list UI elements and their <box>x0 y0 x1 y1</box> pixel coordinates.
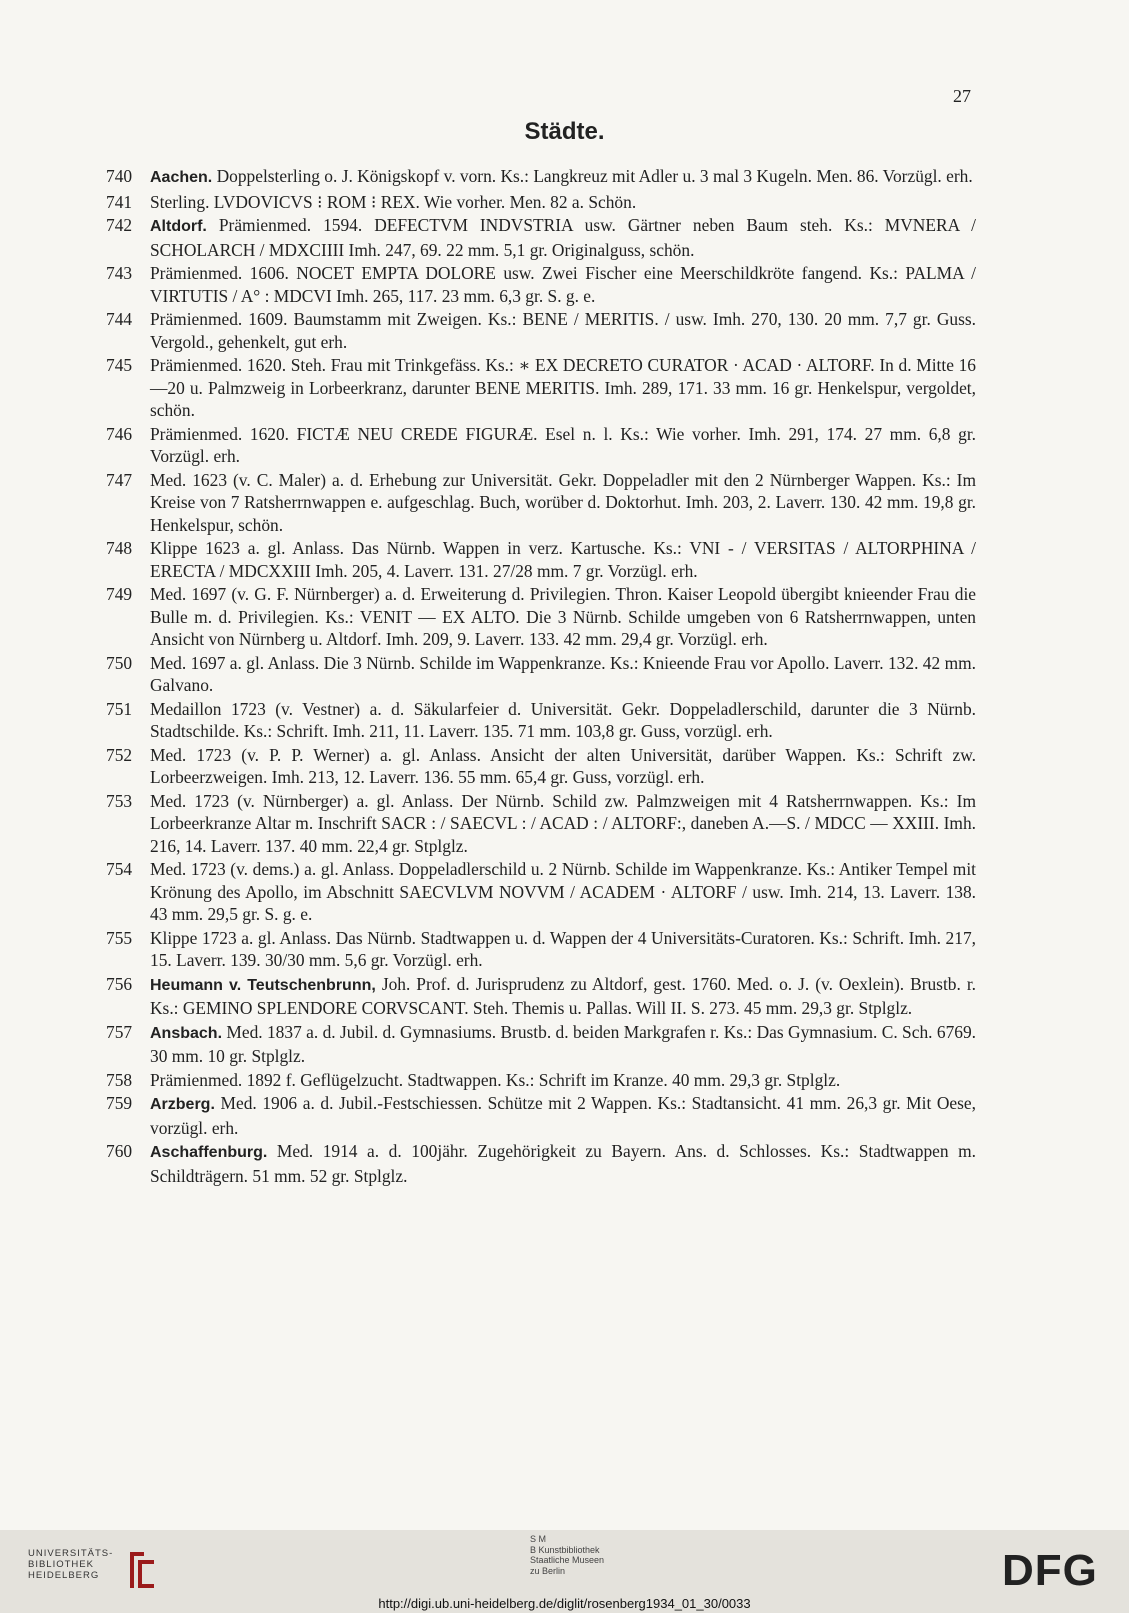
entry-text <box>150 214 976 261</box>
entry-city: Heumann v. Teutschenbrunn, <box>150 976 376 994</box>
entry-text <box>150 262 976 307</box>
entry-number: 753 <box>106 790 133 811</box>
entry-number: 742 <box>106 215 133 235</box>
entry-text <box>150 165 976 190</box>
university-library-logo[interactable] <box>28 1548 168 1596</box>
entry-description: Prämienmed. 1620. FICTÆ NEU CREDE FIGURÆ. Esel n. l. Ks.: Wie vorher. Imh. 291, 174. 27 mm. 6,8 gr. Vorzügl. erh. <box>150 423 976 466</box>
entry-text <box>150 744 976 789</box>
entry-text <box>150 191 976 214</box>
entry-description: Joh. Prof. d. Jurisprudenz zu Altdorf, gest. 1760. Med. o. J. (v. Oexlein). Brustb. r. Ks.: GEMINO SPLENDORE CORVSCANT. Steh. Themis u. Pallas. Will II. S. 273. 45 mm. 29,3 gr. Stplglz. <box>150 973 976 1018</box>
entry-number: 751 <box>106 698 133 719</box>
entry-description: Sterling. LVDOVICVS ⁝ ROM ⁝ REX. Wie vorher. Men. 82 a. Schön. <box>150 191 637 212</box>
catalog-entry <box>106 858 976 926</box>
entry-description: Med. 1906 a. d. Jubil.-Festschiessen. Schütze mit 2 Wappen. Ks.: Stadtansicht. 41 mm. 26,3 gr. Mit Oese, vorzügl. erh. <box>150 1093 976 1138</box>
catalog-entry <box>106 165 976 190</box>
entry-city: Altdorf. <box>150 218 207 235</box>
entry-number: 754 <box>106 859 133 879</box>
entry-text <box>150 790 976 858</box>
catalog-entry <box>106 790 976 858</box>
page-number: 27 <box>953 86 971 106</box>
entry-description: Med. 1837 a. d. Jubil. d. Gymnasiums. Brustb. d. beiden Markgrafen r. Ks.: Das Gymnasium. C. Sch. 6769. 30 mm. 10 gr. Stplglz. <box>150 1021 976 1066</box>
entry-text <box>150 698 976 743</box>
entry-city: Ansbach. <box>150 1024 223 1042</box>
entry-text <box>150 652 976 697</box>
catalog-entry <box>106 354 976 422</box>
entry-description: Prämienmed. 1606. NOCET EMPTA DOLORE usw. Zwei Fischer eine Meerschildkröte fangend. Ks.: PALMA / VIRTUTIS / A° : MDCVI Imh. 265, 117. 23 mm. 6,3 gr. S. g. e. <box>150 263 976 306</box>
entry-number: 757 <box>106 1021 133 1042</box>
uni-line-1: UNIVERSITÄTS- <box>28 1548 114 1559</box>
catalog-entry <box>106 1092 976 1139</box>
catalog-entry <box>106 1021 976 1068</box>
entry-number: 756 <box>106 973 133 994</box>
entry-text <box>150 1140 976 1187</box>
entry-number: 747 <box>106 469 133 490</box>
catalog-entry <box>106 214 976 261</box>
entry-number: 745 <box>106 355 133 375</box>
entry-text <box>150 973 976 1020</box>
kunstbibliothek-logo <box>530 1534 650 1576</box>
catalog-entry <box>106 469 976 537</box>
entry-text <box>150 423 976 468</box>
entry-description: Klippe 1623 a. gl. Anlass. Das Nürnb. Wappen in verz. Kartusche. Ks.: VNI - / VERSITAS / ALTORPHINA / ERECTA / MDCXXIII Imh. 205, 4. Laverr. 131. 27/28 mm. 7 gr. Vorzügl. erh. <box>150 538 976 581</box>
entry-description: Prämienmed. 1594. DEFECTVM INDVSTRIA usw. Gärtner neben Baum steh. Ks.: MVNERA / SCHOLARCH / MDXCIIII Imh. 247, 69. 22 mm. 5,1 gr. Originalguss, schön. <box>150 215 976 260</box>
catalog-entry <box>106 308 976 353</box>
uni-line-3: HEIDELBERG <box>28 1570 100 1581</box>
catalog-entry <box>106 927 976 972</box>
entry-city: Aachen. <box>150 169 213 186</box>
catalog-entry <box>106 652 976 697</box>
entry-description: Medaillon 1723 (v. Vestner) a. d. Säkularfeier d. Universität. Gekr. Doppeladlerschild, darunter die 3 Nürnb. Stadtschilde. Ks.: Schrift. Imh. 211, 11. Laverr. 135. 71 mm. 103,8 gr. Guss, vorzügl. erh. <box>150 698 976 741</box>
entry-description: Med. 1723 (v. dems.) a. gl. Anlass. Doppeladlerschild u. 2 Nürnb. Schilde im Wappenkranze. Ks.: Antiker Tempel mit Krönung des Apollo, im Abschnitt SAECVLVM NOVVM / ACADEM · ALTORF / usw. Imh. 214, 13. Laverr. 138. 43 mm. 29,5 gr. S. g. e. <box>150 859 976 924</box>
entry-text <box>150 1069 976 1092</box>
entry-number: 758 <box>106 1069 133 1090</box>
entry-description: Med. 1697 (v. G. F. Nürnberger) a. d. Erweiterung d. Privilegien. Thron. Kaiser Leopold übergibt knieender Frau die Bulle m. d. Privilegien. Ks.: VENIT — EX ALTO. Die 3 Nürnb. Schilde umgeben von 6 Ratsherrnwappen, unten Ansicht von Nürnberg u. Altdorf. Imh. 209, 9. Laverr. 133. 42 mm. 29,4 gr. Vorzügl. erh. <box>150 584 976 649</box>
entry-text <box>150 858 976 926</box>
catalog-entry <box>106 262 976 307</box>
catalog-entry <box>106 744 976 789</box>
entry-text <box>150 537 976 582</box>
center-line-3: Staatliche Museen <box>530 1555 605 1565</box>
entry-text <box>150 927 976 972</box>
entry-number: 744 <box>106 309 133 329</box>
entry-description: Med. 1914 a. d. 100jähr. Zugehörigkeit zu Bayern. Ans. d. Schlosses. Ks.: Stadtwappen m. Schildträgern. 51 mm. 52 gr. Stplglz. <box>150 1141 976 1186</box>
viewer-footer <box>0 1530 1129 1613</box>
center-line-4: zu Berlin <box>530 1565 566 1576</box>
entry-number: 750 <box>106 652 133 673</box>
catalog-entry <box>106 583 976 651</box>
entry-description: Prämienmed. 1609. Baumstamm mit Zweigen. Ks.: BENE / MERITIS. / usw. Imh. 270, 130. 20 mm. 7,7 gr. Guss. Vergold., gehenkelt, gut erh. <box>150 309 976 352</box>
entry-number: 760 <box>106 1141 133 1161</box>
library-mark-icon <box>124 1548 160 1592</box>
dfg-logo[interactable]: DFG <box>1002 1546 1098 1595</box>
entry-text <box>150 354 976 422</box>
entry-number: 752 <box>106 744 133 765</box>
entry-number: 743 <box>106 263 133 283</box>
center-line-1: S M <box>530 1534 547 1544</box>
catalog-entry <box>106 698 976 743</box>
catalog-entry <box>106 537 976 582</box>
entry-description: Prämienmed. 1620. Steh. Frau mit Trinkgefäss. Ks.: ∗ EX DECRETO CURATOR · ACAD · ALTORF. In d. Mitte 16—20 u. Palmzweig in Lorbeerkranz, darunter BENE MERITIS. Imh. 289, 171. 33 mm. 16 gr. Henkelspur, vergoldet, schön. <box>150 355 976 420</box>
center-line-2: B Kunstbibliothek <box>530 1544 600 1555</box>
entry-description: Med. 1623 (v. C. Maler) a. d. Erhebung zur Universität. Gekr. Doppeladler mit den 2 Nürnberger Wappen. Ks.: Im Kreise von 7 Ratsherrnwappen e. aufgeschlag. Buch, worüber d. Doktorhut. Imh. 203, 2. Laverr. 130. 42 mm. 19,8 gr. Henkelspur, schön. <box>150 469 976 535</box>
entry-number: 740 <box>106 166 133 186</box>
entry-number: 746 <box>106 423 133 444</box>
entry-description: Klippe 1723 a. gl. Anlass. Das Nürnb. Stadtwappen u. d. Wappen der 4 Universitäts-Curatoren. Ks.: Schrift. Imh. 217, 15. Laverr. 139. 30/30 mm. 5,6 gr. Vorzügl. erh. <box>150 927 976 970</box>
catalog-entry <box>106 1069 976 1092</box>
entry-description: Med. 1723 (v. Nürnberger) a. gl. Anlass. Der Nürnb. Schild zw. Palmzweigen mit 4 Ratsherrnwappen. Ks.: Im Lorbeerkranze Altar m. Inschrift SACR : / SAECVL : / ACAD : / ALTORF:, daneben A.—S. / MDCC — XXIII. Imh. 216, 14. Laverr. 137. 40 mm. 22,4 gr. Stplglz. <box>150 790 976 856</box>
entry-description: Med. 1697 a. gl. Anlass. Die 3 Nürnb. Schilde im Wappenkranze. Ks.: Knieende Frau vor Apollo. Laverr. 132. 42 mm. Galvano. <box>150 652 976 695</box>
entry-description: Prämienmed. 1892 f. Geflügelzucht. Stadtwappen. Ks.: Schrift im Kranze. 40 mm. 29,3 gr. Stplglz. <box>150 1069 841 1090</box>
catalog-entry <box>106 191 976 214</box>
catalog-entry <box>106 973 976 1020</box>
entry-number: 755 <box>106 927 133 948</box>
catalog-entries <box>106 165 976 1188</box>
entry-number: 741 <box>106 191 133 212</box>
page-url-link[interactable]: http://digi.ub.uni-heidelberg.de/diglit/rosenberg1934_01_30/0033 <box>378 1596 751 1611</box>
entry-text <box>150 1092 976 1139</box>
entry-number: 749 <box>106 584 133 604</box>
entry-text <box>150 308 976 353</box>
catalog-entry <box>106 423 976 468</box>
catalog-entry <box>106 1140 976 1187</box>
entry-city: Aschaffenburg. <box>150 1144 268 1161</box>
entry-number: 748 <box>106 538 133 558</box>
entry-text <box>150 469 976 537</box>
entry-text <box>150 583 976 651</box>
entry-text <box>150 1021 976 1068</box>
entry-city: Arzberg. <box>150 1096 215 1113</box>
entry-number: 759 <box>106 1093 133 1113</box>
section-heading: Städte. <box>524 118 605 145</box>
uni-line-2: BIBLIOTHEK <box>28 1559 94 1570</box>
entry-description: Med. 1723 (v. P. P. Werner) a. gl. Anlass. Ansicht der alten Universität, darüber Wappen. Ks.: Schrift zw. Lorbeerzweigen. Imh. 213, 12. Laverr. 136. 55 mm. 65,4 gr. Guss, vorzügl. erh. <box>150 744 976 787</box>
entry-description: Doppelsterling o. J. Königskopf v. vorn. Ks.: Langkreuz mit Adler u. 3 mal 3 Kugeln. Men. 86. Vorzügl. erh. <box>212 166 973 186</box>
